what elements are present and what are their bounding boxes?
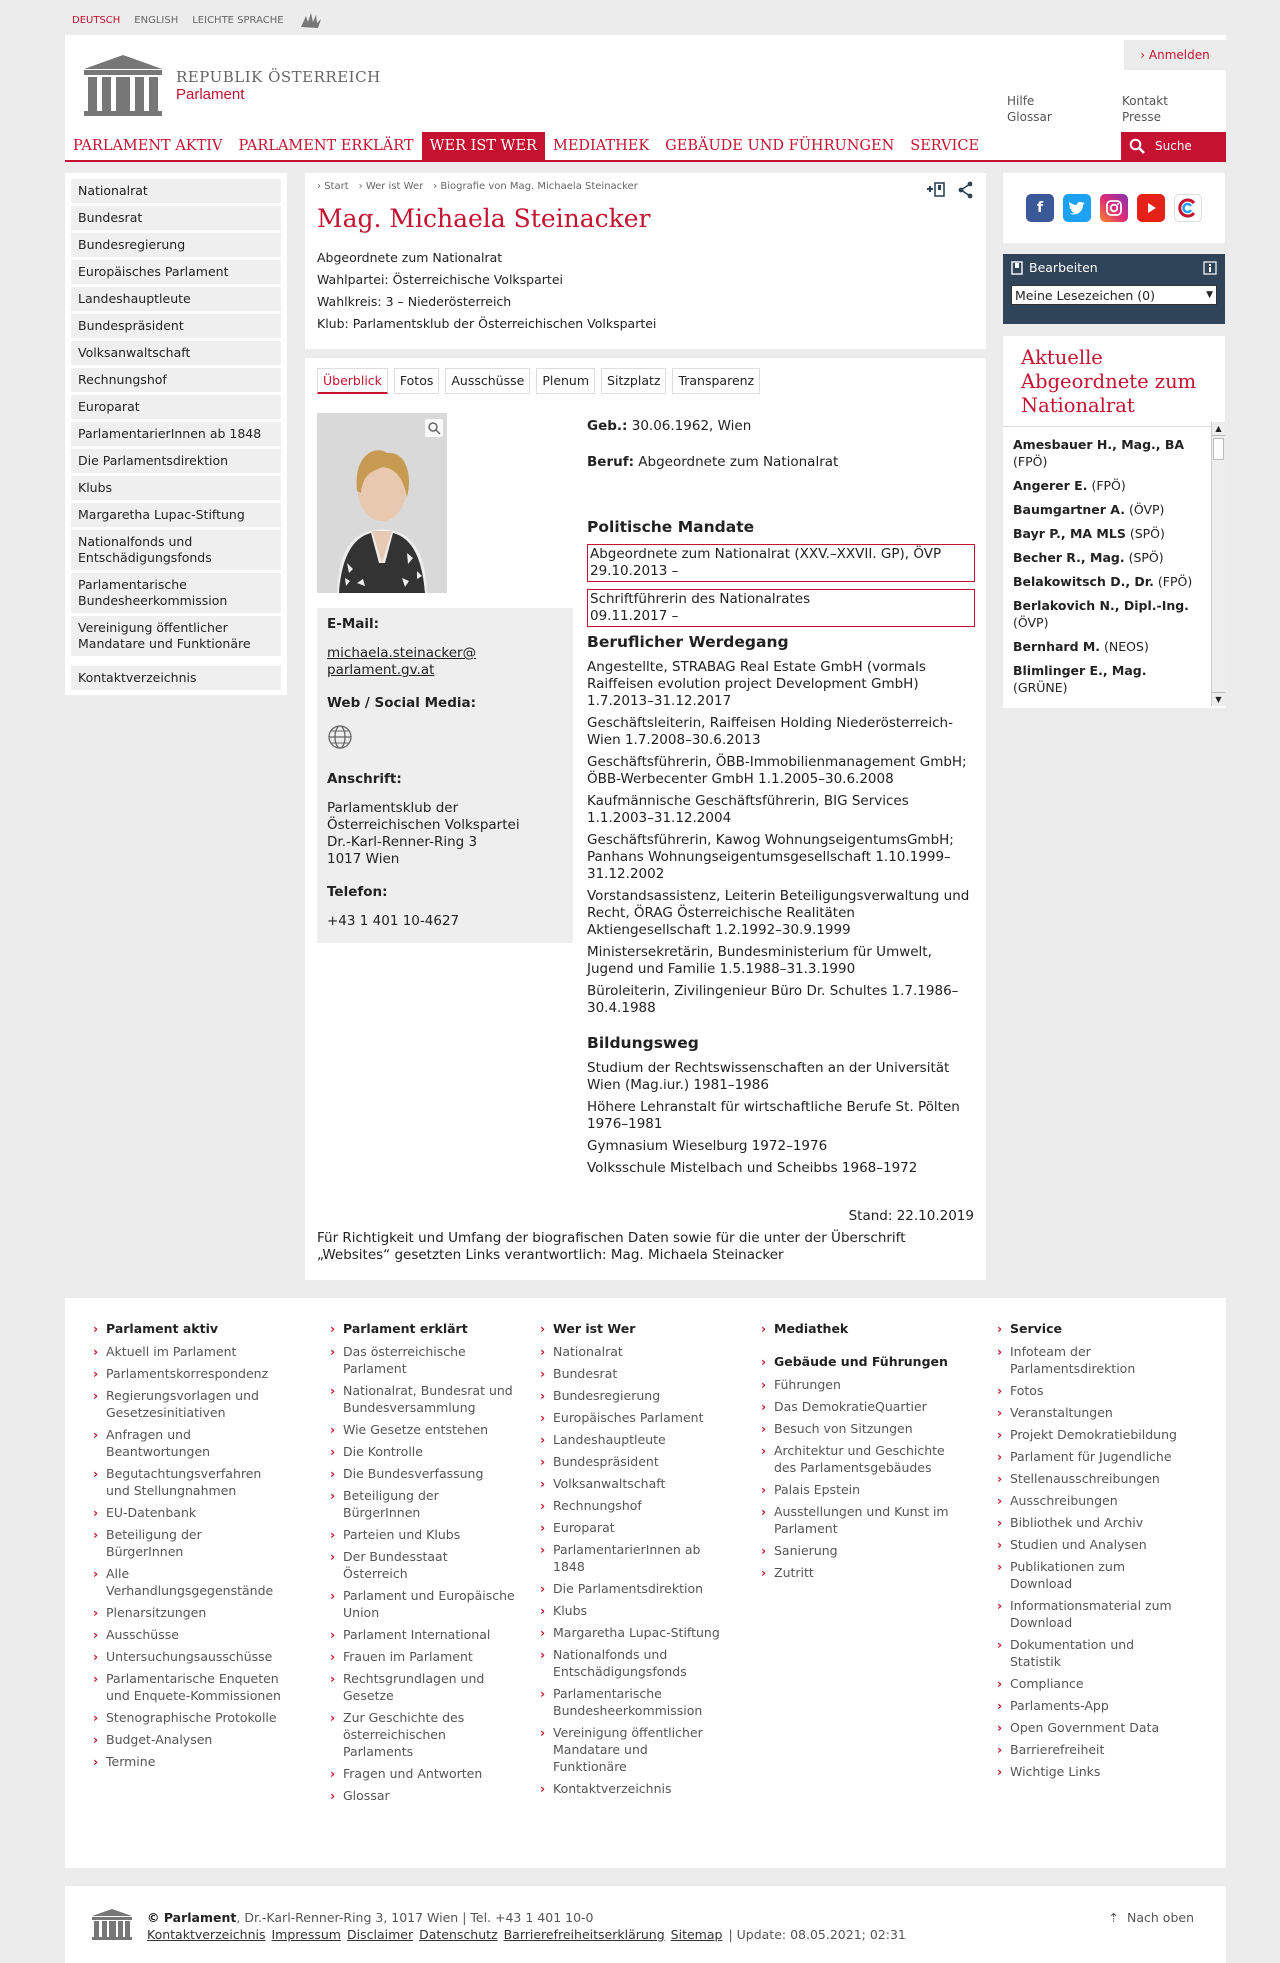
logo-title: REPUBLIK ÖSTERREICH xyxy=(176,67,381,86)
nav-parlament-aktiv[interactable]: PARLAMENT AKTIV xyxy=(73,138,223,154)
education-item: Studium der Rechtswissenschaften an der Universität Wien (Mag.iur.) 1981–1986 xyxy=(587,1060,950,1093)
footer-link[interactable]: › Begutachtungsverfahren und Stellungnahmen xyxy=(93,1465,283,1499)
web-label: Web / Social Media: xyxy=(327,695,477,711)
sidebar-item-landeshauptleute[interactable]: Landeshauptleute xyxy=(71,287,281,311)
footer-link[interactable]: › Stenographische Protokolle xyxy=(93,1709,283,1726)
education-item: Volksschule Mistelbach und Scheibbs 1968–1972 xyxy=(587,1160,918,1176)
footer-sitemap xyxy=(65,1298,1226,1868)
sidebar-item-nationalrat[interactable]: Nationalrat xyxy=(71,179,281,203)
footer-link[interactable]: › Compliance xyxy=(997,1675,1182,1692)
contact-links xyxy=(1122,93,1168,125)
footer-link[interactable]: › Besuch von Sitzungen xyxy=(761,1420,961,1437)
breadcrumb-start[interactable]: › Start xyxy=(317,181,349,192)
address xyxy=(327,800,563,868)
email-link[interactable] xyxy=(327,645,563,679)
footer-heading[interactable]: › Wer ist Wer xyxy=(540,1320,725,1337)
tab-fotos[interactable]: Fotos xyxy=(394,368,439,394)
footer-link[interactable]: › Der Bundesstaat Österreich xyxy=(330,1548,515,1582)
footer-link-sitemap[interactable]: Sitemap xyxy=(670,1927,723,1942)
sidebar-item-lupac-stiftung[interactable]: Margaretha Lupac-Stiftung xyxy=(71,503,281,527)
member-item[interactable]: Belakowitsch D., Dr. (FPÖ) xyxy=(1013,574,1193,589)
footer-link[interactable]: › Die Kontrolle xyxy=(330,1443,515,1460)
sidebar-item-vereinigung[interactable]: Vereinigung öffentlicher Mandatare und Funktionäre xyxy=(71,616,281,656)
footer-link[interactable]: › Die Bundesverfassung xyxy=(330,1465,515,1482)
site-header xyxy=(65,35,1226,132)
footer-link[interactable]: › Ausschüsse xyxy=(93,1626,283,1643)
footer-link[interactable]: › Projekt Demokratiebildung xyxy=(997,1426,1182,1443)
mandate-item: Schriftführerin des Nationalrates 09.11.2017 – xyxy=(587,589,975,627)
legal-links xyxy=(147,1927,906,1942)
members-title: Aktuelle Abgeordnete zum Nationalrat xyxy=(1003,336,1225,427)
footer-link[interactable]: › Untersuchungsausschüsse xyxy=(93,1648,283,1665)
profile-card xyxy=(305,173,986,349)
footer-col-parlament-aktiv xyxy=(93,1320,283,1775)
mandates-heading: Politische Mandate xyxy=(587,518,755,536)
members-scrollbar[interactable] xyxy=(1211,422,1225,706)
sign-language-icon[interactable] xyxy=(298,10,324,30)
press-link[interactable]: Presse xyxy=(1122,110,1161,124)
address-line-4: 1017 Wien xyxy=(327,851,400,867)
footer-link[interactable]: › Fotos xyxy=(997,1382,1182,1399)
footer-link[interactable]: › Palais Epstein xyxy=(761,1481,961,1498)
globe-icon xyxy=(327,724,353,750)
footer-link-barrierefreiheit[interactable]: Barrierefreiheitserklärung xyxy=(503,1927,665,1942)
phone-number: +43 1 401 10-4627 xyxy=(327,913,460,929)
education-item: Gymnasium Wieselburg 1972–1976 xyxy=(587,1138,828,1154)
last-updated: Stand: 22.10.2019 xyxy=(848,1208,974,1224)
breadcrumb-wer-ist-wer[interactable]: › Wer ist Wer xyxy=(359,181,424,192)
contact-link[interactable]: Kontakt xyxy=(1122,94,1168,108)
footer-link[interactable]: › Parlament und Europäische Union xyxy=(330,1587,515,1621)
sidebar-item-rechnungshof[interactable]: Rechnungshof xyxy=(71,368,281,392)
footer-link[interactable]: › Kontaktverzeichnis xyxy=(540,1780,725,1797)
scroll-thumb[interactable] xyxy=(1213,438,1224,460)
update-timestamp: | Update: 08.05.2021; 02:31 xyxy=(728,1927,906,1942)
parliament-logo[interactable] xyxy=(80,53,381,117)
footer-link[interactable]: › Barrierefreiheit xyxy=(997,1741,1182,1758)
twitter-icon[interactable] xyxy=(1063,194,1091,222)
profile-summary xyxy=(317,247,974,335)
footer-col-service xyxy=(997,1320,1182,1785)
footer-link[interactable]: › Budget-Analysen xyxy=(93,1731,283,1748)
career-item: Angestellte, STRABAG Real Estate GmbH (vormals Raiffeisen evolution project Development GmbH) 1.7.2013–31.12.2017 xyxy=(587,659,926,709)
footer-link[interactable]: › Bundesrat xyxy=(540,1365,725,1382)
footer-link[interactable]: › Beteiligung der BürgerInnen xyxy=(330,1487,515,1521)
parliament-building-icon xyxy=(90,1908,134,1940)
footer-link[interactable]: › Studien und Analysen xyxy=(997,1536,1182,1553)
footer-link-kontaktverzeichnis[interactable]: Kontaktverzeichnis xyxy=(147,1927,266,1942)
tab-plenum[interactable]: Plenum xyxy=(536,368,595,394)
footer-link[interactable]: › Anfragen und Beantwortungen xyxy=(93,1426,283,1460)
footer-heading[interactable]: › Mediathek xyxy=(761,1320,961,1337)
social-media-bar xyxy=(1003,173,1225,243)
career-item: Geschäftsführerin, Kawog WohnungseigentumsGmbH; Panhans Wohnungseigentumsgesellschaft 1.10.1999–31.12.2002 xyxy=(587,832,954,882)
sidebar-item-nationalfonds[interactable]: Nationalfonds und Entschädigungsfonds xyxy=(71,530,281,570)
footer-link[interactable]: › Sanierung xyxy=(761,1542,961,1559)
org-address: , Dr.-Karl-Renner-Ring 3, 1017 Wien | Tel. +43 1 401 10-0 xyxy=(236,1910,594,1925)
web-globe[interactable] xyxy=(327,724,563,755)
footer-link[interactable]: › Aktuell im Parlament xyxy=(93,1343,283,1360)
education-item: Höhere Lehranstalt für wirtschaftliche Berufe St. Pölten 1976–1981 xyxy=(587,1099,960,1132)
imprint-line xyxy=(147,1910,594,1925)
contact-box xyxy=(317,608,573,943)
footer-link[interactable]: › Nationalrat xyxy=(540,1343,725,1360)
youtube-icon[interactable] xyxy=(1137,194,1165,222)
member-item[interactable]: Bernhard M. (NEOS) xyxy=(1013,639,1149,654)
footer-link[interactable]: › Alle Verhandlungsgegenstände xyxy=(93,1565,283,1599)
footer-link[interactable]: › Beteiligung der BürgerInnen xyxy=(93,1526,283,1560)
footer-link[interactable]: › Zur Geschichte des österreichischen Parlaments xyxy=(330,1709,515,1760)
tab-sitzplatz[interactable]: Sitzplatz xyxy=(601,368,666,394)
career-item: Geschäftsführerin, ÖBB-Immobilienmanagement GmbH; ÖBB-Werbecenter GmbH 1.1.2005–30.6.2008 xyxy=(587,754,967,787)
facebook-icon[interactable]: f xyxy=(1026,194,1054,222)
footer-link-disclaimer[interactable]: Disclaimer xyxy=(346,1927,414,1942)
footer-link[interactable]: › Parlamentarische Enqueten und Enquete-Kommissionen xyxy=(93,1670,283,1704)
mandate-item: Abgeordnete zum Nationalrat (XXV.–XXVII. GP), ÖVP 29.10.2013 – xyxy=(587,544,975,582)
card-tools xyxy=(926,181,974,199)
member-item[interactable]: Amesbauer H., Mag., BA (FPÖ) xyxy=(1013,437,1185,469)
footer-link[interactable]: › Infoteam der Parlamentsdirektion xyxy=(997,1343,1182,1377)
bookmarks-select-value: Meine Lesezeichen (0) xyxy=(1015,287,1155,303)
language-bar xyxy=(72,8,324,32)
footer-link-impressum[interactable]: Impressum xyxy=(271,1927,341,1942)
footer-link[interactable]: › Parlamentskorrespondenz xyxy=(93,1365,283,1382)
footer-link[interactable]: › Termine xyxy=(93,1753,283,1770)
footer-link[interactable]: › Rechtsgrundlagen und Gesetze xyxy=(330,1670,515,1704)
profile-club: Klub: Parlamentsklub der Österreichischen Volkspartei xyxy=(317,316,657,331)
portrait-photo[interactable] xyxy=(317,413,447,593)
sidebar-item-volksanwaltschaft[interactable]: Volksanwaltschaft xyxy=(71,341,281,365)
info-icon[interactable] xyxy=(1203,261,1217,275)
search-label: Suche xyxy=(1155,139,1192,153)
details-card xyxy=(305,358,986,1280)
career-item: Büroleiterin, Zivilingenieur Büro Dr. Schultes 1.7.1986–30.4.1988 xyxy=(587,983,959,1016)
footer-link[interactable]: › Die Parlamentsdirektion xyxy=(540,1580,725,1597)
lang-de-link[interactable]: DEUTSCH xyxy=(72,14,121,26)
footer-link[interactable]: › Glossar xyxy=(330,1787,515,1804)
nav-parlament-erklaert[interactable]: PARLAMENT ERKLÄRT xyxy=(238,138,414,154)
parliament-building-icon xyxy=(80,53,166,117)
tab-transparenz[interactable]: Transparenz xyxy=(672,368,760,394)
footer-link[interactable]: › Bundespräsident xyxy=(540,1453,725,1470)
profile-constituency: Wahlkreis: 3 – Niederösterreich xyxy=(317,294,512,309)
member-item[interactable]: Baumgartner A. (ÖVP) xyxy=(1013,502,1165,517)
sidebar-item-europarat[interactable]: Europarat xyxy=(71,395,281,419)
back-to-top-link[interactable] xyxy=(1109,1910,1194,1925)
chevron-down-icon: ▼ xyxy=(1206,290,1213,300)
help-links xyxy=(1007,93,1052,125)
share-icon[interactable] xyxy=(958,181,974,199)
lang-en-link[interactable]: ENGLISH xyxy=(134,14,179,26)
career-item: Geschäftsleiterin, Raiffeisen Holding Niederösterreich-Wien 1.7.2008–30.6.2013 xyxy=(587,715,953,748)
search-icon xyxy=(1129,138,1145,154)
footer-link[interactable]: › Landeshauptleute xyxy=(540,1431,725,1448)
phone-label: Telefon: xyxy=(327,884,388,900)
member-item[interactable]: Becher R., Mag. (SPÖ) xyxy=(1013,550,1164,565)
footer-link-datenschutz[interactable]: Datenschutz xyxy=(419,1927,498,1942)
footer-link[interactable]: › Informationsmaterial zum Download xyxy=(997,1597,1182,1631)
left-sidebar xyxy=(65,173,287,695)
footer-link[interactable]: › Ausschreibungen xyxy=(997,1492,1182,1509)
parliament-app-icon[interactable] xyxy=(1174,194,1202,222)
birth-info: Geb.: 30.06.1962, Wien xyxy=(587,418,752,434)
footer-link[interactable]: › Frauen im Parlament xyxy=(330,1648,515,1665)
footer-link[interactable]: › Margaretha Lupac-Stiftung xyxy=(540,1624,725,1641)
footer-link[interactable]: › Rechnungshof xyxy=(540,1497,725,1514)
back-to-top-label: Nach oben xyxy=(1127,1910,1194,1925)
sidebar-item-parlamentarier-1848[interactable]: ParlamentarierInnen ab 1848 xyxy=(71,422,281,446)
nav-gebaeude[interactable]: GEBÄUDE UND FÜHRUNGEN xyxy=(665,138,895,154)
footer-col-mediathek xyxy=(761,1320,961,1586)
footer-link[interactable]: › Regierungsvorlagen und Gesetzesinitiativen xyxy=(93,1387,283,1421)
bookmarks-select[interactable] xyxy=(1011,285,1217,305)
footer-link[interactable]: › Parteien und Klubs xyxy=(330,1526,515,1543)
profile-tabs xyxy=(317,368,760,394)
sidebar-item-bundesheerkommission[interactable]: Parlamentarische Bundesheerkommission xyxy=(71,573,281,613)
glossary-link[interactable]: Glossar xyxy=(1007,110,1052,124)
copyright-org: © Parlament xyxy=(147,1910,237,1925)
footer-link[interactable]: › Dokumentation und Statistik xyxy=(997,1636,1182,1670)
footer-link[interactable]: › Wie Gesetze entstehen xyxy=(330,1421,515,1438)
career-heading: Beruflicher Werdegang xyxy=(587,633,789,651)
current-members-panel xyxy=(1003,336,1225,708)
footer-link[interactable]: › Veranstaltungen xyxy=(997,1404,1182,1421)
footer-link[interactable]: › Nationalrat, Bundesrat und Bundesversammlung xyxy=(330,1382,515,1416)
footer-link[interactable]: › Ausstellungen und Kunst im Parlament xyxy=(761,1503,961,1537)
members-list xyxy=(1013,436,1201,704)
scroll-up-icon[interactable]: ▲ xyxy=(1212,422,1225,436)
profile-party: Wahlpartei: Österreichische Volkspartei xyxy=(317,272,563,287)
sidebar-item-parlamentsdirektion[interactable]: Die Parlamentsdirektion xyxy=(71,449,281,473)
bookmark-add-icon[interactable] xyxy=(926,181,946,199)
email-part-2: parlament.gv.at xyxy=(327,662,435,678)
member-item[interactable]: Blimlinger E., Mag. (GRÜNE) xyxy=(1013,663,1147,695)
email-part-1: michaela.steinacker@ xyxy=(327,645,477,661)
footer-link[interactable]: › Europarat xyxy=(540,1519,725,1536)
address-line-3: Dr.-Karl-Renner-Ring 3 xyxy=(327,834,478,850)
footer-link[interactable]: › Nationalfonds und Entschädigungsfonds xyxy=(540,1646,725,1680)
main-navigation xyxy=(65,132,1226,162)
disclaimer-text: Für Richtigkeit und Umfang der biografischen Daten sowie für die unter der Überschrift „Websites“ gesetzten Links verantwortlich: Mag. Michaela Steinacker xyxy=(317,1230,906,1263)
bookmarks-title[interactable]: Bearbeiten xyxy=(1029,260,1098,275)
tab-ueberblick[interactable]: Überblick xyxy=(317,368,388,394)
search-button[interactable] xyxy=(1121,132,1226,160)
footer-link[interactable]: › Open Government Data xyxy=(997,1719,1182,1736)
footer-link[interactable]: › Publikationen zum Download xyxy=(997,1558,1182,1592)
address-line-1: Parlamentsklub der xyxy=(327,800,459,816)
tab-ausschuesse[interactable]: Ausschüsse xyxy=(445,368,530,394)
member-item[interactable]: Berlakovich N., Dipl.-Ing. (ÖVP) xyxy=(1013,598,1189,630)
biography xyxy=(587,408,975,1182)
footer-heading[interactable]: › Gebäude und Führungen xyxy=(761,1353,961,1370)
footer-link[interactable]: › Europäisches Parlament xyxy=(540,1409,725,1426)
footer-link[interactable]: › ParlamentarierInnen ab 1848 xyxy=(540,1541,725,1575)
sidebar-item-klubs[interactable]: Klubs xyxy=(71,476,281,500)
footer-link[interactable]: › Bibliothek und Archiv xyxy=(997,1514,1182,1531)
profile-role: Abgeordnete zum Nationalrat xyxy=(317,250,503,265)
sidebar-item-eu-parlament[interactable]: Europäisches Parlament xyxy=(71,260,281,284)
member-item[interactable]: Bayr P., MA MLS (SPÖ) xyxy=(1013,526,1165,541)
footer-link[interactable]: › Volksanwaltschaft xyxy=(540,1475,725,1492)
bookmark-icon xyxy=(1011,261,1023,275)
nav-mediathek[interactable]: MEDIATHEK xyxy=(552,138,650,154)
footer-link[interactable]: › Architektur und Geschichte des Parlamentsgebäudes xyxy=(761,1442,961,1476)
footer-link[interactable]: › Stellenausschreibungen xyxy=(997,1470,1182,1487)
help-link[interactable]: Hilfe xyxy=(1007,94,1035,108)
bottom-bar xyxy=(65,1886,1226,1963)
education-heading: Bildungsweg xyxy=(587,1034,699,1052)
page-title: Mag. Michaela Steinacker xyxy=(317,204,651,233)
footer-link[interactable]: › Fragen und Antworten xyxy=(330,1765,515,1782)
sidebar-item-bundesregierung[interactable]: Bundesregierung xyxy=(71,233,281,257)
footer-link[interactable]: › Vereinigung öffentlicher Mandatare und Funktionäre xyxy=(540,1724,725,1775)
footer-link[interactable]: › Zutritt xyxy=(761,1564,961,1581)
email-label: E-Mail: xyxy=(327,616,380,632)
bookmarks-panel xyxy=(1003,254,1225,324)
career-item: Ministersekretärin, Bundesministerium für Umwelt, Jugend und Familie 1.5.1988–31.3.1990 xyxy=(587,944,932,977)
footer-heading[interactable]: › Parlament erklärt xyxy=(330,1320,515,1337)
breadcrumb xyxy=(317,181,974,192)
sidebar-item-bundespraesident[interactable]: Bundespräsident xyxy=(71,314,281,338)
address-line-2: Österreichischen Volkspartei xyxy=(327,817,520,833)
footer-link[interactable]: › Bundesregierung xyxy=(540,1387,725,1404)
footer-link[interactable]: › Parlaments-App xyxy=(997,1697,1182,1714)
footer-link[interactable]: › Führungen xyxy=(761,1376,961,1393)
footer-col-parlament-erklaert xyxy=(330,1320,515,1809)
login-button[interactable]: › Anmelden xyxy=(1124,40,1226,70)
footer-link[interactable]: › Klubs xyxy=(540,1602,725,1619)
footer-link[interactable]: › Das österreichische Parlament xyxy=(330,1343,515,1377)
nav-service[interactable]: SERVICE xyxy=(910,138,980,154)
arrow-up-icon: ⇡ xyxy=(1108,1910,1120,1925)
logo-subtitle: Parlament xyxy=(176,85,245,103)
footer-heading[interactable]: › Parlament aktiv xyxy=(93,1320,283,1337)
footer-link[interactable]: › Plenarsitzungen xyxy=(93,1604,283,1621)
scroll-down-icon[interactable]: ▼ xyxy=(1212,692,1225,706)
career-item: Kaufmännische Geschäftsführerin, BIG Services 1.1.2003–31.12.2004 xyxy=(587,793,909,826)
footer-link[interactable]: › Parlament International xyxy=(330,1626,515,1643)
career-item: Vorstandsassistenz, Leiterin Beteiligungsverwaltung und Recht, ÖRAG Österreichische Realitäten Aktiengesellschaft 1.2.1992–30.9.1999 xyxy=(587,888,970,938)
nav-wer-ist-wer[interactable]: WER IST WER xyxy=(422,132,545,160)
breadcrumb-current: › Biografie von Mag. Michaela Steinacker xyxy=(433,181,638,192)
footer-link[interactable]: › Wichtige Links xyxy=(997,1763,1182,1780)
footer-link[interactable]: › EU-Datenbank xyxy=(93,1504,283,1521)
profession-info: Beruf: Abgeordnete zum Nationalrat xyxy=(587,454,839,470)
portrait-image xyxy=(317,413,447,593)
footer-link[interactable]: › Das DemokratieQuartier xyxy=(761,1398,961,1415)
sidebar-item-bundesrat[interactable]: Bundesrat xyxy=(71,206,281,230)
footer-col-wer-ist-wer xyxy=(540,1320,725,1802)
sidebar-item-kontaktverzeichnis[interactable]: Kontaktverzeichnis xyxy=(71,666,281,690)
footer-link[interactable]: › Parlament für Jugendliche xyxy=(997,1448,1182,1465)
footer-link[interactable]: › Parlamentarische Bundesheerkommission xyxy=(540,1685,725,1719)
member-item[interactable]: Angerer E. (FPÖ) xyxy=(1013,478,1126,493)
footer-heading[interactable]: › Service xyxy=(997,1320,1182,1337)
instagram-icon[interactable] xyxy=(1100,194,1128,222)
address-label: Anschrift: xyxy=(327,771,402,787)
lang-easy-link[interactable]: LEICHTE SPRACHE xyxy=(192,14,284,26)
